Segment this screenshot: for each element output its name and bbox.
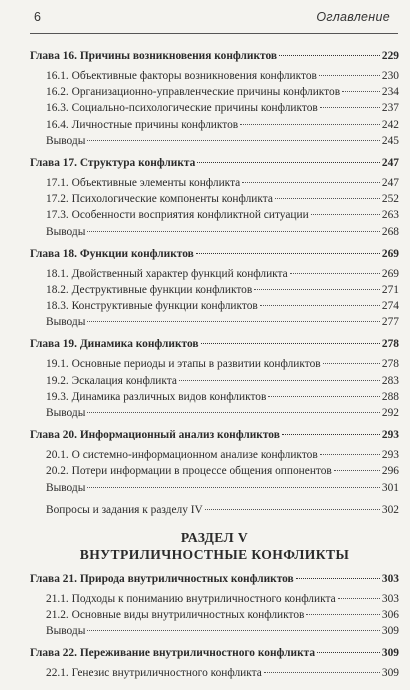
subsection-entry[interactable] [30, 391, 399, 407]
leader-dots [311, 214, 380, 215]
section-heading [30, 529, 399, 563]
toc-entry-label: 16.3. Социально-психологические причины конфликтов [46, 102, 318, 115]
toc-entry-label: 18.3. Конструктивные функции конфликтов [46, 300, 258, 313]
chapters-before-section [30, 50, 399, 498]
header-rule [30, 33, 398, 34]
toc-entry-label: Глава 17. Структура конфликта [30, 156, 196, 169]
leader-dots [87, 630, 380, 631]
subsection-entry[interactable] [30, 226, 399, 242]
subsection-entry[interactable] [30, 102, 399, 118]
leader-dots [268, 396, 380, 397]
subsection-entry[interactable] [30, 119, 399, 135]
leader-dots [323, 363, 380, 364]
leader-dots [320, 454, 380, 455]
chapter-entry[interactable] [30, 157, 399, 177]
toc-entry-page: 252 [381, 193, 399, 206]
toc-entry-page: 293 [381, 449, 399, 462]
subsection-entry[interactable] [30, 609, 399, 625]
toc-entry-label: 20.1. О системно-информационном анализе конфликтов [46, 449, 318, 462]
toc-entry-label: 17.3. Особенности восприятия конфликтной ситуации [46, 209, 309, 222]
chapter-entry[interactable] [30, 338, 399, 358]
leader-dots [306, 614, 380, 615]
toc-entry-label: 16.2. Организационно-управленческие причины конфликтов [46, 86, 341, 99]
leader-dots [296, 578, 380, 579]
leader-dots [201, 343, 380, 344]
subsection-entry[interactable] [30, 300, 399, 316]
subsection-entry[interactable] [30, 316, 399, 332]
toc-entry-page: 237 [381, 102, 399, 115]
running-title: Оглавление [316, 10, 390, 24]
toc-entry-page: 229 [381, 50, 399, 62]
leader-dots [197, 162, 380, 163]
toc-entry-page: 234 [381, 86, 399, 99]
toc-entry-page: 278 [381, 358, 399, 371]
toc-entry-label: 21.1. Подходы к пониманию внутриличностного конфликта [46, 592, 336, 605]
chapter-entry[interactable] [30, 647, 399, 667]
subsection-entry[interactable] [30, 465, 399, 481]
subsection-entry[interactable] [30, 284, 399, 300]
subsection-entry[interactable] [30, 593, 399, 609]
toc-entry-page: 309 [381, 625, 399, 638]
leader-dots [254, 289, 380, 290]
subsection-entry[interactable] [30, 375, 399, 391]
toc-entry-label: Глава 18. Функции конфликтов [30, 247, 194, 260]
table-of-contents [30, 50, 399, 690]
leader-dots [319, 75, 380, 76]
subsection-entry[interactable] [30, 449, 399, 465]
toc-entry-label: 17.2. Психологические компоненты конфликта [46, 193, 273, 206]
toc-entry-label: 21.2. Основные виды внутриличностных конфликтов [46, 608, 305, 621]
toc-entry-label: Выводы [46, 225, 86, 238]
subsection-entry[interactable] [30, 625, 399, 641]
toc-entry-label: 22.1. Генезис внутриличностного конфликта [46, 667, 262, 680]
toc-entry-page: 292 [381, 407, 399, 419]
chapters-after-section [30, 573, 399, 684]
chapter-group [30, 157, 399, 242]
toc-entry-page: 293 [381, 429, 399, 442]
leader-dots [264, 672, 380, 673]
toc-entry-label: Вопросы и задания к разделу IV [46, 503, 203, 516]
leader-dots [196, 253, 380, 254]
toc-entry-page: 247 [381, 156, 399, 169]
subsection-entry[interactable] [30, 358, 399, 374]
subsection-entry[interactable] [30, 209, 399, 225]
toc-entry-label: Глава 16. Причины возникновения конфликтов [30, 50, 278, 62]
toc-entry-page: 269 [381, 247, 399, 260]
leader-dots [275, 198, 380, 199]
toc-entry-label: 19.3. Динамика различных видов конфликтов [46, 390, 267, 403]
toc-entry-page: 303 [381, 592, 399, 605]
chapter-entry[interactable] [30, 429, 399, 449]
toc-entry-label: Выводы [46, 407, 86, 419]
chapter-group [30, 573, 399, 642]
chapter-group [30, 647, 399, 683]
subsection-entry[interactable] [30, 667, 399, 683]
toc-entry-page: 283 [381, 374, 399, 387]
toc-entry-page: 309 [381, 647, 399, 660]
toc-entry-page: 278 [381, 338, 399, 351]
leader-dots [205, 509, 380, 510]
section-title: ВНУТРИЛИЧНОСТНЫЕ КОНФЛИКТЫ [79, 546, 350, 562]
subsection-entry[interactable] [30, 177, 399, 193]
leader-dots [320, 107, 380, 108]
chapter-group [30, 248, 399, 333]
toc-entry-page: 296 [381, 465, 399, 478]
toc-entry-label: Глава 20. Информационный анализ конфликтов [30, 429, 280, 442]
toc-entry-page: 288 [381, 390, 399, 403]
toc-entry-label: 16.4. Личностные причины конфликтов [46, 118, 239, 131]
toc-entry-page: 302 [381, 503, 399, 516]
leader-dots [317, 652, 380, 653]
toc-entry-page: 309 [381, 667, 399, 680]
toc-entry-label: Выводы [46, 625, 86, 638]
toc-entry-page: 230 [381, 70, 399, 82]
leader-dots [282, 434, 380, 435]
section-questions-entry[interactable] [30, 504, 399, 521]
toc-entry-page: 268 [381, 225, 399, 238]
subsection-entry[interactable] [30, 482, 399, 498]
toc-entry-label: Выводы [46, 316, 86, 329]
toc-entry-page: 245 [381, 134, 399, 147]
chapter-group [30, 50, 399, 151]
leader-dots [87, 321, 380, 322]
toc-entry-label: 18.1. Двойственный характер функций конфликта [46, 267, 288, 280]
toc-entry-page: 306 [381, 608, 399, 621]
chapter-entry[interactable] [30, 248, 399, 268]
toc-entry-page: 247 [381, 176, 399, 189]
leader-dots [290, 273, 380, 274]
leader-dots [240, 124, 380, 125]
toc-entry-page: 277 [381, 316, 399, 329]
subsection-entry[interactable] [30, 407, 399, 423]
subsection-entry[interactable] [30, 268, 399, 284]
toc-entry-label: 19.2. Эскалация конфликта [46, 374, 177, 387]
toc-entry-label: Выводы [46, 481, 86, 494]
toc-entry-page: 242 [381, 118, 399, 131]
toc-entry-label: Выводы [46, 134, 86, 147]
subsection-entry[interactable] [30, 135, 399, 151]
toc-entry-page: 269 [381, 267, 399, 280]
leader-dots [179, 380, 380, 381]
leader-dots [242, 182, 380, 183]
running-header [10, 10, 400, 30]
toc-entry-page: 263 [381, 209, 399, 222]
toc-entry-page: 271 [381, 283, 399, 296]
toc-entry-page: 274 [381, 300, 399, 313]
subsection-entry[interactable] [30, 86, 399, 102]
leader-dots [87, 140, 380, 141]
subsection-entry[interactable] [30, 70, 399, 86]
page-number: 6 [34, 10, 41, 24]
toc-entry-label: 19.1. Основные периоды и этапы в развитии конфликтов [46, 358, 321, 371]
chapter-entry[interactable] [30, 573, 399, 593]
subsection-entry[interactable] [30, 193, 399, 209]
toc-entry-label: Глава 22. Переживание внутриличностного конфликта [30, 647, 316, 660]
chapter-group [30, 338, 399, 423]
leader-dots [260, 305, 380, 306]
chapter-group [30, 429, 399, 498]
toc-entry-page: 303 [381, 572, 399, 585]
toc-entry-label: Глава 19. Динамика конфликтов [30, 338, 199, 351]
section-number: РАЗДЕЛ V [180, 529, 249, 545]
toc-entry-label: 17.1. Объективные элементы конфликта [46, 176, 241, 189]
toc-entry-page: 301 [381, 481, 399, 494]
leader-dots [342, 91, 380, 92]
toc-entry-label: 20.2. Потери информации в процессе общения оппонентов [46, 465, 332, 478]
leader-dots [279, 55, 380, 56]
toc-entry-label: 16.1. Объективные факторы возникновения конфликтов [46, 70, 317, 82]
leader-dots [334, 470, 380, 471]
toc-entry-label: Глава 21. Природа внутриличностных конфликтов [30, 572, 294, 585]
chapter-entry[interactable] [30, 50, 399, 70]
toc-entry-label: 18.2. Деструктивные функции конфликтов [46, 283, 253, 296]
leader-dots [338, 598, 380, 599]
leader-dots [87, 412, 380, 413]
leader-dots [87, 487, 380, 488]
leader-dots [87, 231, 380, 232]
